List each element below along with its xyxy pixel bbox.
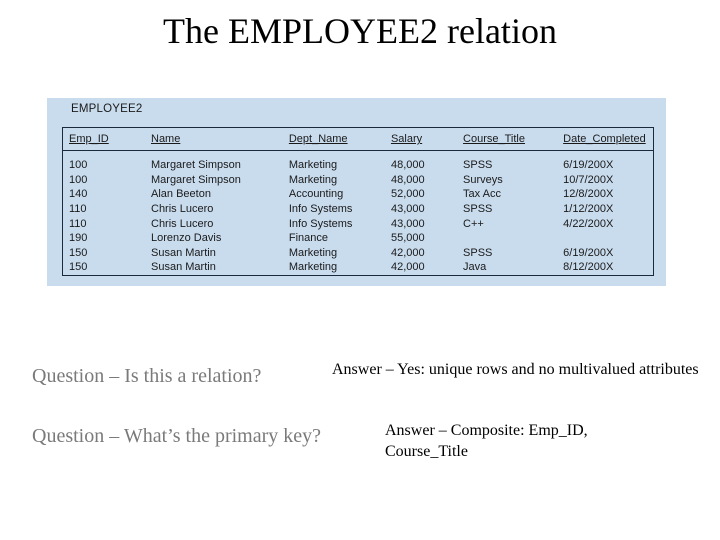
cell-emp-id: 190	[69, 232, 88, 245]
column-header-course-title: Course_Title	[463, 133, 525, 145]
cell-date-completed: 1/12/200X	[563, 203, 614, 216]
cell-name: Chris Lucero	[151, 203, 214, 216]
cell-date-completed: 6/19/200X	[563, 246, 614, 259]
table-row	[63, 246, 653, 261]
cell-dept-name: Finance	[288, 232, 328, 245]
answer-primary-key: Answer – Composite: Emp_ID, Course_Title	[385, 422, 588, 460]
cell-emp-id: 110	[69, 203, 87, 216]
table-row	[63, 202, 653, 217]
cell-course-title: C++	[463, 217, 484, 230]
cell-date-completed	[563, 231, 653, 246]
cell-salary: 42,000	[390, 261, 425, 274]
answer-relation: Answer – Yes: unique rows and no multivalued attributes	[332, 361, 699, 378]
cell-salary: 48,000	[390, 159, 425, 172]
cell-course-title: Java	[463, 261, 487, 274]
cell-dept-name: Marketing	[288, 246, 338, 259]
cell-course-title	[463, 231, 563, 246]
table-row	[63, 173, 653, 188]
cell-emp-id: 100	[69, 173, 88, 186]
cell-name: Susan Martin	[151, 246, 216, 259]
cell-name: Margaret Simpson	[151, 159, 241, 172]
cell-name: Chris Lucero	[151, 217, 214, 230]
cell-salary: 42,000	[390, 246, 425, 259]
question-primary-key: Question – What’s the primary key?	[32, 425, 322, 447]
cell-salary: 55,000	[390, 232, 425, 245]
column-header-emp-id: Emp_ID	[69, 133, 109, 145]
cell-name: Lorenzo Davis	[151, 232, 222, 245]
column-header-salary: Salary	[390, 133, 423, 145]
table-row	[63, 187, 653, 202]
cell-dept-name: Accounting	[288, 188, 344, 201]
cell-dept-name: Info Systems	[288, 217, 353, 230]
cell-date-completed: 4/22/200X	[563, 217, 614, 230]
cell-salary: 48,000	[390, 173, 425, 186]
cell-date-completed: 10/7/200X	[563, 173, 614, 186]
table-row	[63, 216, 653, 231]
cell-course-title: Tax Acc	[463, 188, 501, 201]
table-frame	[62, 127, 654, 276]
column-header-name: Name	[151, 133, 181, 145]
cell-emp-id: 150	[69, 246, 88, 259]
employee2-table	[63, 128, 653, 275]
cell-dept-name: Marketing	[288, 173, 338, 186]
table-caption: EMPLOYEE2	[71, 103, 143, 115]
cell-date-completed: 8/12/200X	[563, 261, 614, 274]
cell-salary: 43,000	[390, 217, 425, 230]
cell-course-title: Surveys	[463, 173, 503, 186]
cell-salary: 43,000	[390, 203, 425, 216]
table-header-row	[63, 128, 653, 151]
table-row	[63, 151, 653, 173]
cell-dept-name: Marketing	[288, 159, 338, 172]
cell-dept-name: Marketing	[288, 261, 338, 274]
cell-name: Margaret Simpson	[151, 173, 241, 186]
cell-emp-id: 150	[69, 261, 88, 274]
cell-name: Susan Martin	[151, 261, 216, 274]
cell-date-completed: 12/8/200X	[563, 188, 614, 201]
cell-course-title: SPSS	[463, 203, 493, 216]
cell-date-completed: 6/19/200X	[563, 159, 614, 172]
slide-title: The EMPLOYEE2 relation	[163, 11, 557, 51]
question-relation: Question – Is this a relation?	[32, 365, 262, 387]
cell-emp-id: 110	[69, 217, 87, 230]
cell-salary: 52,000	[390, 188, 425, 201]
cell-emp-id: 140	[69, 188, 88, 201]
cell-course-title: SPSS	[463, 246, 493, 259]
cell-name: Alan Beeton	[151, 188, 211, 201]
column-header-dept-name: Dept_Name	[288, 133, 348, 145]
column-header-date-completed: Date_Completed	[563, 133, 646, 145]
table-row	[63, 260, 653, 275]
cell-emp-id: 100	[69, 159, 88, 172]
employee2-figure	[47, 98, 666, 286]
cell-dept-name: Info Systems	[288, 203, 353, 216]
cell-course-title: SPSS	[463, 159, 493, 172]
table-row	[63, 231, 653, 246]
